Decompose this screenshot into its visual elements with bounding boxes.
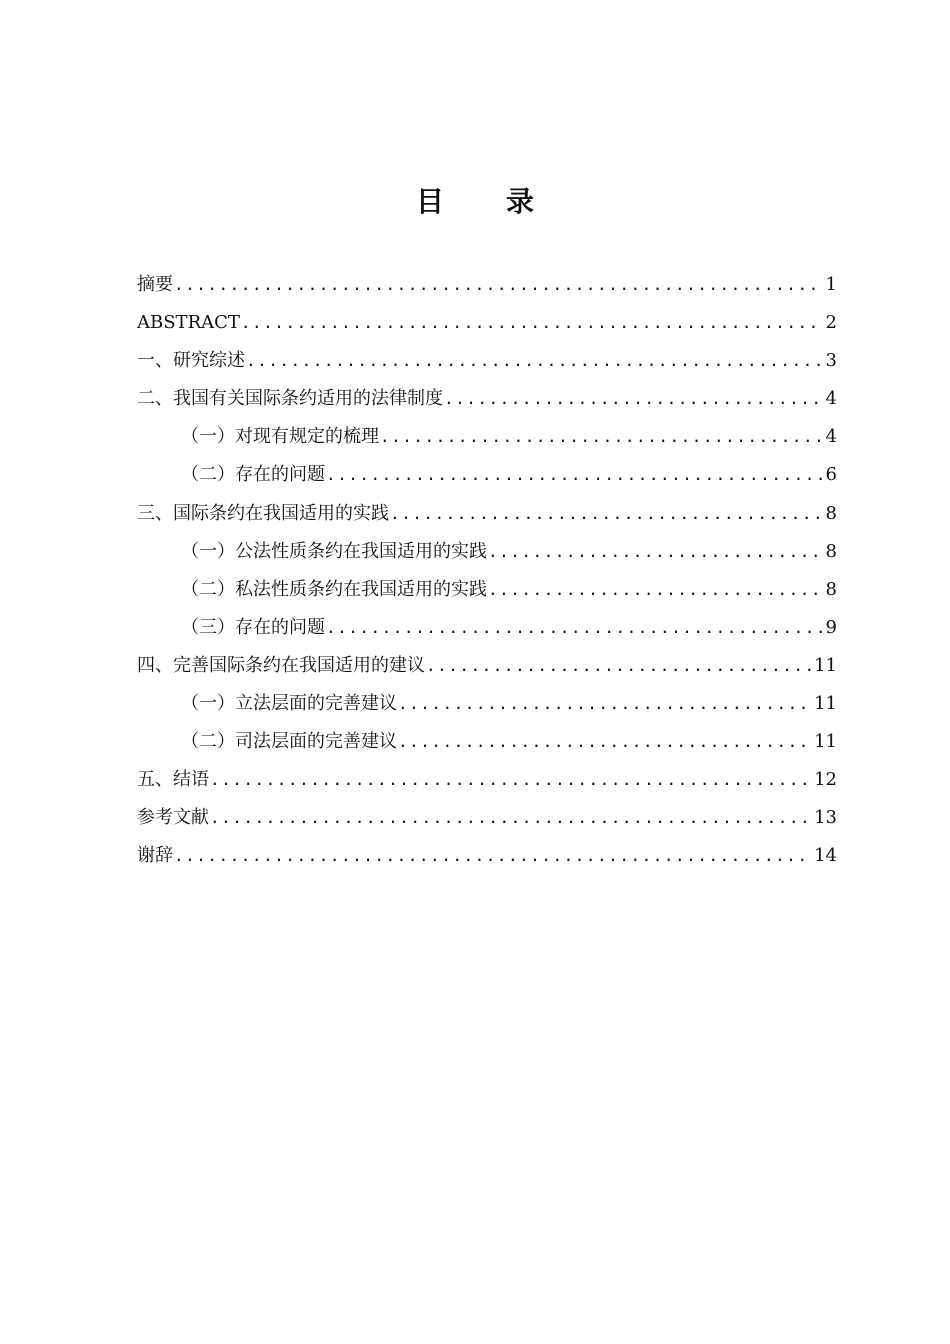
toc-title <box>0 180 950 220</box>
dot-leader <box>210 761 811 799</box>
toc-list <box>137 266 837 876</box>
toc-entry-abstract-en[interactable] <box>137 304 837 342</box>
toc-entry-label: 摘要 <box>137 274 173 295</box>
toc-entry-abstract-cn[interactable] <box>137 266 837 304</box>
dot-leader <box>174 837 811 875</box>
toc-entry-label: （三）存在的问题 <box>181 616 325 638</box>
toc-entry-page: 8 <box>825 540 837 562</box>
dot-leader <box>488 533 823 571</box>
toc-entry-page: 14 <box>814 845 837 867</box>
toc-entry-section-3-2[interactable] <box>137 571 837 609</box>
toc-title-char-1: 目 <box>415 185 444 218</box>
toc-entry-references[interactable] <box>137 799 837 837</box>
dot-leader <box>174 266 823 304</box>
toc-entry-label: 一、研究综述 <box>137 350 245 372</box>
toc-entry-section-2-2[interactable] <box>137 456 837 494</box>
dot-leader <box>326 609 823 647</box>
toc-entry-page: 11 <box>814 731 837 753</box>
toc-entry-page: 1 <box>825 274 837 295</box>
toc-title-char-2: 录 <box>506 185 535 218</box>
toc-entry-chapter-5[interactable] <box>137 761 837 799</box>
toc-entry-label: 五、结语 <box>137 769 209 791</box>
toc-entry-label: （二）司法层面的完善建议 <box>181 731 397 753</box>
toc-entry-page: 6 <box>825 464 837 486</box>
dot-leader <box>326 456 823 494</box>
toc-entry-chapter-1[interactable] <box>137 342 837 380</box>
dot-leader <box>246 342 823 380</box>
toc-entry-label: （一）立法层面的完善建议 <box>181 693 397 715</box>
toc-entry-chapter-4[interactable] <box>137 647 837 685</box>
toc-entry-page: 3 <box>825 350 837 372</box>
dot-leader <box>210 799 811 837</box>
toc-entry-label: 参考文献 <box>137 807 209 829</box>
toc-entry-page: 11 <box>814 693 837 715</box>
toc-entry-label: 三、国际条约在我国适用的实践 <box>137 502 389 524</box>
toc-entry-label: 二、我国有关国际条约适用的法律制度 <box>137 388 443 410</box>
toc-entry-section-3-3[interactable] <box>137 609 837 647</box>
toc-entry-label: 谢辞 <box>137 845 173 867</box>
toc-entry-page: 8 <box>825 502 837 524</box>
toc-entry-label: （一）对现有规定的梳理 <box>181 426 379 448</box>
toc-entry-label: ABSTRACT <box>137 312 240 334</box>
dot-leader <box>241 304 823 342</box>
toc-entry-page: 2 <box>825 312 837 334</box>
dot-leader <box>398 723 811 761</box>
toc-entry-page: 4 <box>825 388 837 410</box>
toc-entry-acknowledgements[interactable] <box>137 837 837 875</box>
toc-entry-page: 12 <box>814 769 837 791</box>
toc-entry-label: （二）私法性质条约在我国适用的实践 <box>181 578 487 600</box>
dot-leader <box>444 380 823 418</box>
toc-entry-page: 9 <box>825 616 837 638</box>
toc-entry-chapter-2[interactable] <box>137 380 837 418</box>
dot-leader <box>398 685 811 723</box>
toc-entry-section-3-1[interactable] <box>137 533 837 571</box>
toc-entry-page: 13 <box>814 807 837 829</box>
toc-entry-page: 4 <box>825 426 837 448</box>
toc-entry-label: 四、完善国际条约在我国适用的建议 <box>137 654 425 676</box>
toc-entry-section-2-1[interactable] <box>137 418 837 456</box>
toc-entry-section-4-1[interactable] <box>137 685 837 723</box>
dot-leader <box>380 418 823 456</box>
toc-entry-page: 11 <box>814 654 837 676</box>
toc-entry-label: （一）公法性质条约在我国适用的实践 <box>181 540 487 562</box>
toc-entry-chapter-3[interactable] <box>137 495 837 533</box>
dot-leader <box>426 647 811 685</box>
dot-leader <box>488 571 823 609</box>
toc-entry-label: （二）存在的问题 <box>181 464 325 486</box>
toc-entry-section-4-2[interactable] <box>137 723 837 761</box>
toc-entry-page: 8 <box>825 578 837 600</box>
dot-leader <box>390 495 823 533</box>
